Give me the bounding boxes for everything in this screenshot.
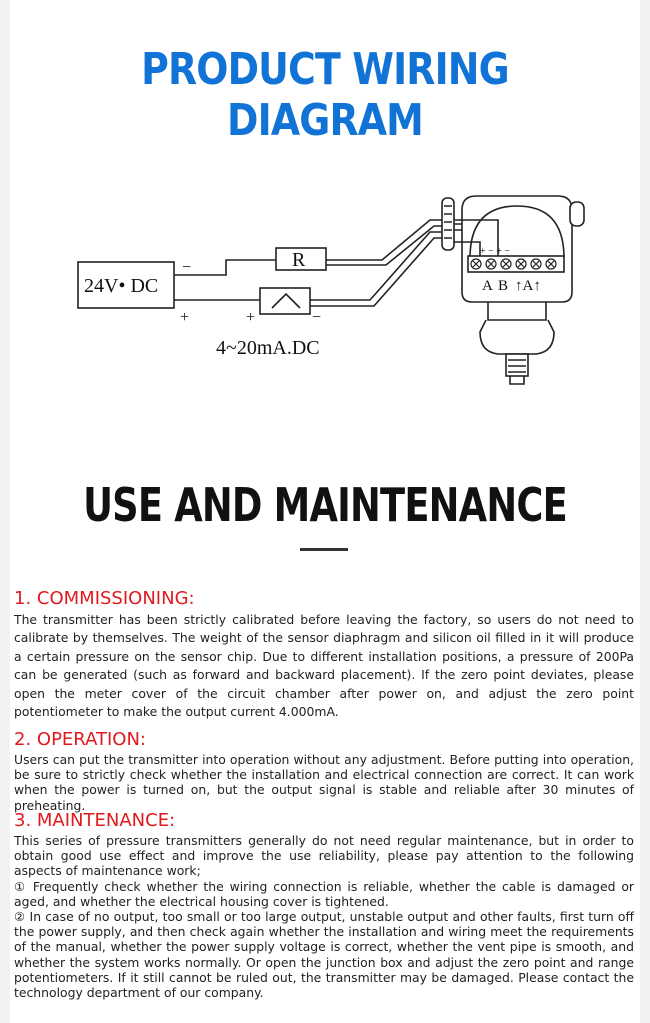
wire-meter-out-2 bbox=[310, 238, 442, 306]
maintenance-item-2: ② In case of no output, too small or too large output, unstable output and other faults, first turn off the power supply, and then check again whether the installation and wiring meet the requirements of the manual, whether the power supply voltage is correct, whether the vent pipe is smooth, and whether the system works normally. Or open the junction box and adjust the zero point and range potentiometers. If it still cannot be ruled out, the transmitter may be damaged. Please contact the technology department of our company. bbox=[14, 909, 634, 1001]
housing-knob bbox=[570, 202, 584, 226]
maintenance-body bbox=[14, 833, 634, 1000]
ammeter-box bbox=[260, 288, 310, 314]
terminal-label-a-up: ↑A↑ bbox=[515, 278, 541, 294]
maintenance-heading: 3. MAINTENANCE: bbox=[14, 810, 176, 831]
title-divider bbox=[300, 548, 348, 551]
maintenance-item-1: ① Frequently check whether the wiring connection is reliable, whether the cable is damaged or aged, and whether the electrical housing cover is tightened. bbox=[14, 878, 634, 909]
signal-label: 4~20mA.DC bbox=[216, 337, 320, 359]
terminal-label-b: B bbox=[498, 278, 509, 294]
operation-heading: 2. OPERATION: bbox=[14, 729, 146, 750]
wire-resistor-out bbox=[326, 220, 442, 260]
commissioning-heading: 1. COMMISSIONING: bbox=[14, 588, 195, 609]
plus-sign-supply: + bbox=[180, 309, 190, 326]
terminal-label-a: A bbox=[482, 278, 493, 294]
transmitter-neck bbox=[488, 302, 546, 320]
terminal-signs: + − + − bbox=[480, 246, 511, 257]
use-maintenance-title: USE AND MAINTENANCE bbox=[83, 478, 567, 532]
commissioning-text: The transmitter has been strictly calibrated before leaving the factory, so users do not need to calibrate by themselves. The weight of the sensor diaphragm and silicon oil filled in it will produce a certain pressure on the sensor chip. Due to different installation positions, a pressure of 200Pa can be generated (such as forward and backward placement). If the zero point deviates, please open the meter cover of the circuit chamber after power on, and adjust the zero point potentiometer to make the output current 4.000mA. bbox=[14, 612, 634, 720]
operation-text: Users can put the transmitter into operation without any adjustment. Before putting into operation, be sure to strictly check whether the installation and electrical connection are correct. It can work when the power is turned on, but the output signal is stable and reliable after 30 minutes of preheating. bbox=[14, 752, 634, 813]
wire-meter-out bbox=[310, 232, 442, 300]
minus-sign-meter: − bbox=[312, 309, 322, 326]
resistor-label: R bbox=[292, 249, 306, 271]
transmitter-stem bbox=[480, 320, 554, 354]
maintenance-intro: This series of pressure transmitters generally do not need regular maintenance, but in order to obtain good use effect and improve the use reliability, please pay attention to the following aspects of maintenance work; bbox=[14, 833, 634, 879]
page bbox=[10, 0, 640, 1023]
wiring-diagram bbox=[10, 180, 640, 390]
wiring-diagram-title: PRODUCT WIRING DIAGRAM bbox=[141, 44, 509, 146]
power-supply-label: 24V• DC bbox=[84, 275, 159, 297]
plus-sign-meter: + bbox=[246, 309, 256, 326]
minus-sign-supply: − bbox=[182, 259, 192, 276]
